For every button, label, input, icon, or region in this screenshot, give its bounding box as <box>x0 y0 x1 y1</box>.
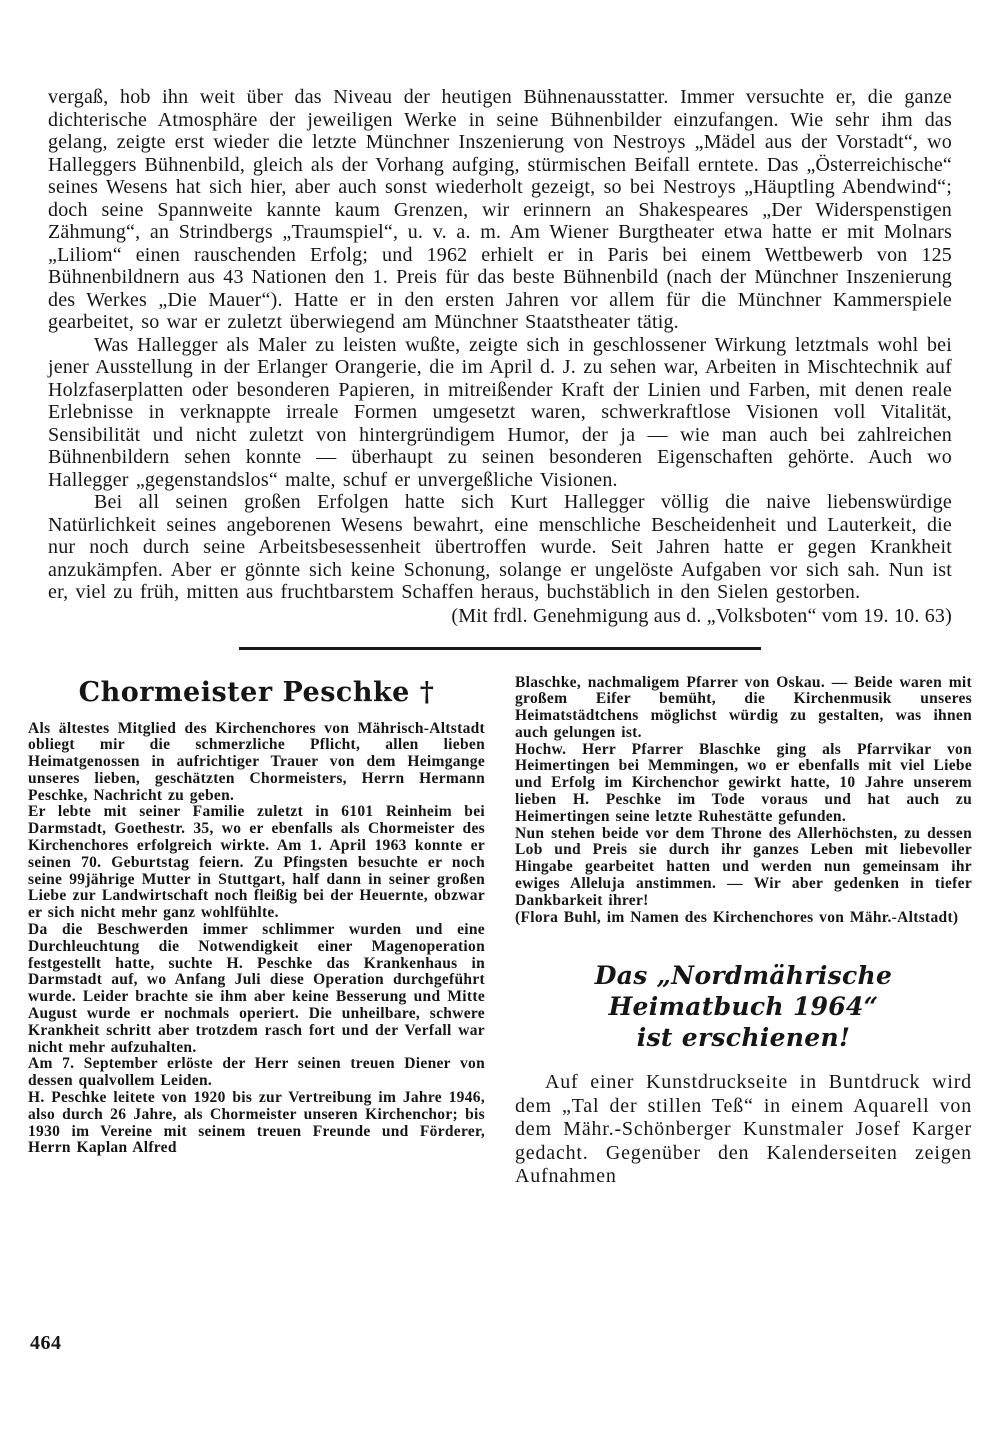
obituary-paragraph: H. Peschke leitete von 1920 bis zur Vertreibung im Jahre 1946, also durch 26 Jahre, als Chormeister unseren Kirchenchor; bis 1930 im Vereine mit seinem treuen Freunde und Förderer, Herrn Kaplan Alfred <box>28 1089 485 1157</box>
obituary-paragraph: Am 7. September erlöste der Herr seinen treuen Diener von dessen qualvollem Leiden. <box>28 1055 485 1090</box>
obituary-heading: Chormeister Peschke † <box>78 676 435 708</box>
obituary-paragraph: Hochw. Herr Pfarrer Blaschke ging als Pfarrvikar von Heimertingen bei Memmingen, wo er ebenfalls mit viel Liebe und Erfolg im Kirchenchor gewirkt hatte, 10 Jahre unserem lieben H. Peschke im Tode voraus und hat auch zu Heimertingen seine letzte Ruhestätte gefunden. <box>515 740 972 825</box>
book-heading-line1: Das „Nordmährische Heimatbuch 1964“ <box>594 961 893 1022</box>
obituary-signature: (Flora Buhl, im Namen des Kirchenchores von Mähr.-Altstadt) <box>515 908 959 926</box>
book-announcement-paragraph: Auf einer Kunstdruckseite in Buntdruck wird dem „Tal der stillen Teß“ in einem Aquarell von dem Mähr.-Schönberger Kunstmaler Josef Karger gedacht. Gegenüber den Kalenderseiten zeigen Aufnahmen <box>515 1071 972 1188</box>
article-paragraph: vergaß, hob ihn weit über das Niveau der heutigen Bühnenausstatter. Immer versuchte er, die ganze dichterische Atmosphäre der jeweiligen Werke in seine Bühnenbilder einzufangen. Wie sehr ihm das gelang, zeigte erst wieder die letzte Münchner Inszenierung von Nestroys „Mädel aus der Vorstadt“, wo Halleggers Bühnenbild, gleich als der Vorhang aufging, stürmischen Beifall erntete. Das „Österreichische“ seines Wesens hat sich hier, aber auch sonst wiederholt gezeigt, so bei Nestroys „Häuptling Abendwind“; doch seine Spannweite kannte kaum Grenzen, wir erinnern an Shakespeares „Der Widerspenstigen Zähmung“, an Strindbergs „Traumspiel“, u. v. a. m. Am Wiener Burgtheater etwa hatte er mit Molnars „Liliom“ einen rauschenden Erfolg; und 1962 erhielt er in Paris bei einem Wettbewerb von 125 Bühnenbildnern aus 43 Nationen den 1. Preis für das beste Bühnenbild (nach der Münchner Inszenierung des Werkes „Die Mauer“). Hatte er in den ersten Jahren vor allem für die Münchner Kammerspiele gearbeitet, so war er zuletzt überwiegend am Münchner Staatstheater tätig. <box>48 86 952 333</box>
attribution-line: (Mit frdl. Genehmigung aus d. „Volksboten“ vom 19. 10. 63) <box>451 604 952 627</box>
book-announcement-heading <box>515 960 972 1053</box>
article-paragraph: Bei all seinen großen Erfolgen hatte sich Kurt Hallegger völlig die naive liebenswürdige Natürlichkeit seines angeborenen Wesens bewahrt, eine menschliche Bescheidenheit und Lauterkeit, die nur noch durch seine Arbeitsbesessenheit übertroffen wurde. Seit Jahren hatte er gegen Krankheit anzukämpfen. Aber er gönnte sich keine Schonung, solange er ungelöste Aufgaben vor sich sah. Nun ist er, viel zu früh, mitten aus fruchtbarstem Schaffen heraus, buchstäblich in den Sielen gestorben. <box>48 491 952 603</box>
right-column <box>515 675 972 1189</box>
page-number: 464 <box>30 1332 62 1354</box>
two-column-section <box>0 675 1000 1189</box>
obituary-paragraph: Blaschke, nachmaligem Pfarrer von Oskau. — Beide waren mit großem Eifer bemüht, die Kirchenmusik unseres Heimatstädtchens möglichst würdig zu gestalten, was ihnen auch gelungen ist. <box>515 673 972 741</box>
main-article <box>0 86 1000 628</box>
book-heading-line2: ist erschienen! <box>636 1023 851 1053</box>
article-paragraph: Was Hallegger als Maler zu leisten wußte, zeigte sich in geschlossener Wirkung letztmals wohl bei jener Ausstellung in der Erlanger Orangerie, die im April d. J. zu sehen war, Arbeiten in Mischtechnik auf Holzfaserplatten oder besonderen Papieren, in mitreißender Kraft der Linien und Farben, mit denen reale Erlebnisse in verknappte irreale Formen umgesetzt waren, schwerkraftlose Visionen voll Vitalität, Sensibilität und nicht zuletzt von hintergründigem Humor, der ja — wie man auch bei zahlreichen Bühnenbildern sehen konnte — überhaupt zu seinen besonderen Eigenschaften gehörte. Auch wo Hallegger „gegenstandslos“ malte, schuf er unvergeßliche Visionen. <box>48 333 952 491</box>
section-divider <box>239 647 761 650</box>
obituary-paragraph: Er lebte mit seiner Familie zuletzt in 6101 Reinheim bei Darmstadt, Goethestr. 35, wo er ebenfalls als Chormeister des Kirchenchores erfolgreich wirkte. Am 1. April 1963 konnte er seinen 70. Geburtstag feiern. Zu Pfingsten besuchte er noch seine 99jährige Mutter in Stuttgart, half dann in seiner großen Liebe zur Landwirtschaft noch fleißig bei der Heuernte, obzwar er sich nicht mehr ganz wohlfühlte. <box>28 803 485 922</box>
obituary-paragraph: Da die Beschwerden immer schlimmer wurden und eine Durchleuchtung die Notwendigkeit einer Magenoperation festgestellt hatte, suchte H. Peschke das Krankenhaus in Darmstadt auf, wo Anfang Juli diese Operation durchgeführt wurde. Leider brachte sie ihm aber keine Besserung und Mitte August wurde er nochmals operiert. Die unheilbare, schwere Krankheit schritt aber trotzdem rasch fort und der Verfall war nicht mehr aufzuhalten. <box>28 921 485 1056</box>
left-column <box>28 675 485 1158</box>
obituary-paragraph: Als ältestes Mitglied des Kirchenchores von Mährisch-Altstadt obliegt mir die schmerzliche Pflicht, allen lieben Heimatgenossen in aufrichtiger Trauer von dem Heimgange unseres lieben, geschätzten Chormeisters, Herrn Hermann Peschke, Nachricht zu geben. <box>28 719 485 804</box>
obituary-paragraph: Nun stehen beide vor dem Throne des Allerhöchsten, zu dessen Lob und Preis sie durch ihr ganzes Leben mit liebevoller Hingabe gearbeitet hatten und werden nun gemeinsam ihr ewiges Alleluja anstimmen. — Wir aber gedenken in tiefer Dankbarkeit ihrer! <box>515 824 972 909</box>
